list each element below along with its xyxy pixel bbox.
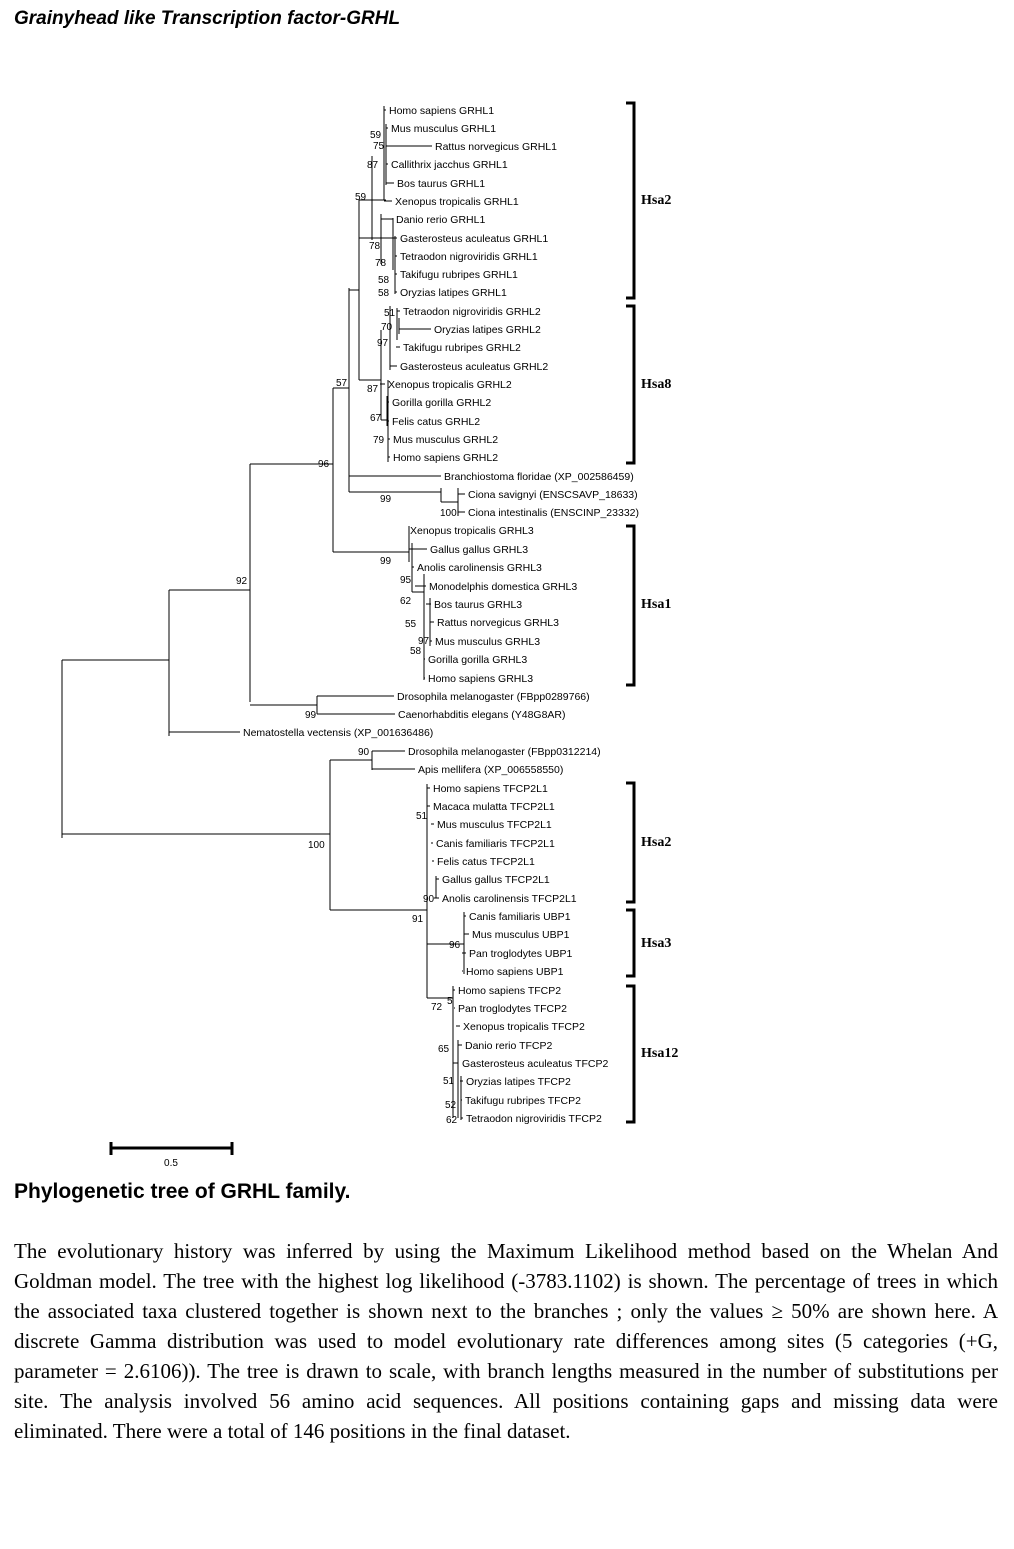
taxon-label: Felis catus TFCP2L1 [437, 856, 535, 868]
bootstrap-value: 96 [449, 940, 461, 951]
taxon-label: Gasterosteus aculeatus TFCP2 [462, 1058, 609, 1070]
bootstrap-value: 100 [308, 840, 325, 851]
taxon-label: Danio rerio GRHL1 [396, 214, 486, 226]
taxon-label: Branchiostoma floridae (XP_002586459) [444, 471, 634, 483]
taxon-label: Tetraodon nigroviridis GRHL1 [400, 251, 538, 263]
taxon-label: Mus musculus GRHL1 [391, 123, 497, 135]
taxon-label: Ciona intestinalis (ENSCINP_23332) [468, 507, 639, 519]
taxon-label: Gorilla gorilla GRHL3 [428, 654, 528, 666]
bootstrap-value: 57 [336, 378, 348, 389]
taxon-label: Canis familiaris UBP1 [469, 911, 571, 923]
bootstrap-value: 5 [447, 996, 453, 1007]
bootstrap-value: 51 [416, 811, 428, 822]
page-title: Grainyhead like Transcription factor-GRHL [14, 8, 401, 29]
clade-label: Hsa3 [641, 936, 672, 951]
taxon-label: Oryzias latipes GRHL2 [434, 324, 541, 336]
taxon-label: Gasterosteus aculeatus GRHL2 [400, 361, 549, 373]
bootstrap-value: 59 [370, 130, 382, 141]
figure-title: Phylogenetic tree of GRHL family. [14, 1180, 351, 1203]
taxon-label: Homo sapiens TFCP2L1 [433, 783, 548, 795]
bootstrap-value: 78 [369, 241, 381, 252]
taxon-label: Pan troglodytes UBP1 [469, 948, 573, 960]
taxon-label: Anolis carolinensis GRHL3 [417, 562, 542, 574]
taxon-label: Oryzias latipes GRHL1 [400, 287, 507, 299]
bootstrap-value: 70 [381, 322, 393, 333]
taxon-label: Gallus gallus GRHL3 [430, 544, 529, 556]
bootstrap-value: 87 [367, 384, 379, 395]
clade-label: Hsa2 [641, 193, 672, 208]
taxon-label: Bos taurus GRHL3 [434, 599, 523, 611]
taxon-label: Xenopus tropicalis GRHL3 [410, 525, 534, 537]
taxon-label: Tetraodon nigroviridis GRHL2 [403, 306, 541, 318]
taxon-label: Oryzias latipes TFCP2 [466, 1076, 571, 1088]
clade-bracket [626, 986, 634, 1122]
taxon-label: Drosophila melanogaster (FBpp0289766) [397, 691, 590, 703]
clade-bracket [626, 103, 634, 298]
bootstrap-value: 99 [305, 710, 317, 721]
taxon-label: Nematostella vectensis (XP_001636486) [243, 727, 434, 739]
bootstrap-value: 51 [384, 308, 396, 319]
taxon-label: Takifugu rubripes TFCP2 [465, 1095, 581, 1107]
bootstrap-value: 87 [367, 160, 379, 171]
bootstrap-value: 99 [380, 494, 392, 505]
taxon-label: Apis mellifera (XP_006558550) [418, 764, 564, 776]
clade-bracket [626, 783, 634, 902]
taxon-label: Homo sapiens GRHL2 [393, 452, 499, 464]
taxon-label: Monodelphis domestica GRHL3 [429, 581, 578, 593]
taxon-label: Rattus norvegicus GRHL1 [435, 141, 557, 153]
taxon-label: Felis catus GRHL2 [392, 416, 481, 428]
bootstrap-value: 90 [423, 894, 435, 905]
bootstrap-value: 65 [438, 1044, 450, 1055]
taxon-label: Mus musculus GRHL2 [393, 434, 499, 446]
bootstrap-value: 99 [380, 556, 392, 567]
taxon-label: Caenorhabditis elegans (Y48G8AR) [398, 709, 566, 721]
taxon-label: Bos taurus GRHL1 [397, 178, 486, 190]
bootstrap-value: 67 [370, 413, 382, 424]
taxon-label: Macaca mulatta TFCP2L1 [433, 801, 555, 813]
taxon-label: Homo sapiens GRHL1 [389, 105, 495, 117]
clade-label: Hsa12 [641, 1046, 679, 1061]
taxon-label: Mus musculus UBP1 [472, 929, 570, 941]
taxon-label: Homo sapiens TFCP2 [458, 985, 562, 997]
bootstrap-value: 90 [358, 747, 370, 758]
bootstrap-value: 97 [377, 338, 389, 349]
taxon-label: Xenopus tropicalis GRHL2 [388, 379, 512, 391]
scale-bar-label: 0.5 [164, 1158, 178, 1169]
clade-bracket [626, 526, 634, 685]
bootstrap-value: 62 [400, 596, 412, 607]
bootstrap-value: 58 [410, 646, 422, 657]
bootstrap-value: 58 [378, 288, 390, 299]
taxon-label: Ciona savignyi (ENSCSAVP_18633) [468, 489, 638, 501]
bootstrap-value: 51 [443, 1076, 455, 1087]
taxon-label: Drosophila melanogaster (FBpp0312214) [408, 746, 601, 758]
bootstrap-value: 59 [355, 192, 367, 203]
bootstrap-value: 75 [373, 141, 385, 152]
taxon-label: Gasterosteus aculeatus GRHL1 [400, 233, 549, 245]
bootstrap-value: 78 [375, 258, 387, 269]
taxon-label: Homo sapiens GRHL3 [428, 673, 534, 685]
taxon-label: Xenopus tropicalis TFCP2 [463, 1021, 585, 1033]
taxon-label: Takifugu rubripes GRHL1 [400, 269, 518, 281]
bootstrap-value: 79 [373, 435, 385, 446]
taxon-label: Callithrix jacchus GRHL1 [391, 159, 508, 171]
bootstrap-value: 96 [318, 459, 330, 470]
taxon-label: Anolis carolinensis TFCP2L1 [442, 893, 577, 905]
bootstrap-value: 100 [440, 508, 457, 519]
taxon-label: Mus musculus GRHL3 [435, 636, 541, 648]
bootstrap-value: 72 [431, 1002, 443, 1013]
taxon-label: Xenopus tropicalis GRHL1 [395, 196, 519, 208]
clade-label: Hsa2 [641, 835, 672, 850]
taxon-label: Rattus norvegicus GRHL3 [437, 617, 559, 629]
taxon-label: Danio rerio TFCP2 [465, 1040, 553, 1052]
taxon-label: Gorilla gorilla GRHL2 [392, 397, 492, 409]
taxon-label: Canis familiaris TFCP2L1 [436, 838, 555, 850]
taxon-label: Tetraodon nigroviridis TFCP2 [466, 1113, 602, 1125]
clade-bracket [626, 306, 634, 463]
bootstrap-value: 92 [236, 576, 248, 587]
bootstrap-value: 52 [445, 1100, 457, 1111]
bootstrap-value: 95 [400, 575, 412, 586]
bootstrap-value: 91 [412, 914, 424, 925]
bootstrap-value: 62 [446, 1115, 458, 1126]
taxon-label: Mus musculus TFCP2L1 [437, 819, 552, 831]
bootstrap-value: 55 [405, 619, 417, 630]
taxon-label: Homo sapiens UBP1 [466, 966, 564, 978]
taxon-label: Gallus gallus TFCP2L1 [442, 874, 550, 886]
figure-caption: The evolutionary history was inferred by using the Maximum Likelihood method based on the Whelan And Goldman model. The tree with the highest log likelihood (-3783.1102) is shown. The percentage of trees in which the associated taxa clustered together is shown next to the branches ; only the values ≥ 50% are shown here. A discrete Gamma distribution was used to model evolutionary rate differences among sites (5 categories (+G, parameter = 2.6106)). The tree is drawn to scale, with branch lengths measured in the number of substitutions per site. The analysis involved 56 amino acid sequences. All positions containing gaps and missing data were eliminated. There were a total of 146 positions in the final dataset. [14, 1239, 998, 1443]
clade-label: Hsa1 [641, 597, 672, 612]
bootstrap-value: 97 [418, 636, 430, 647]
taxon-label: Takifugu rubripes GRHL2 [403, 342, 521, 354]
clade-label: Hsa8 [641, 377, 672, 392]
bootstrap-value: 58 [378, 275, 390, 286]
clade-bracket [626, 910, 634, 976]
taxon-label: Pan troglodytes TFCP2 [458, 1003, 567, 1015]
